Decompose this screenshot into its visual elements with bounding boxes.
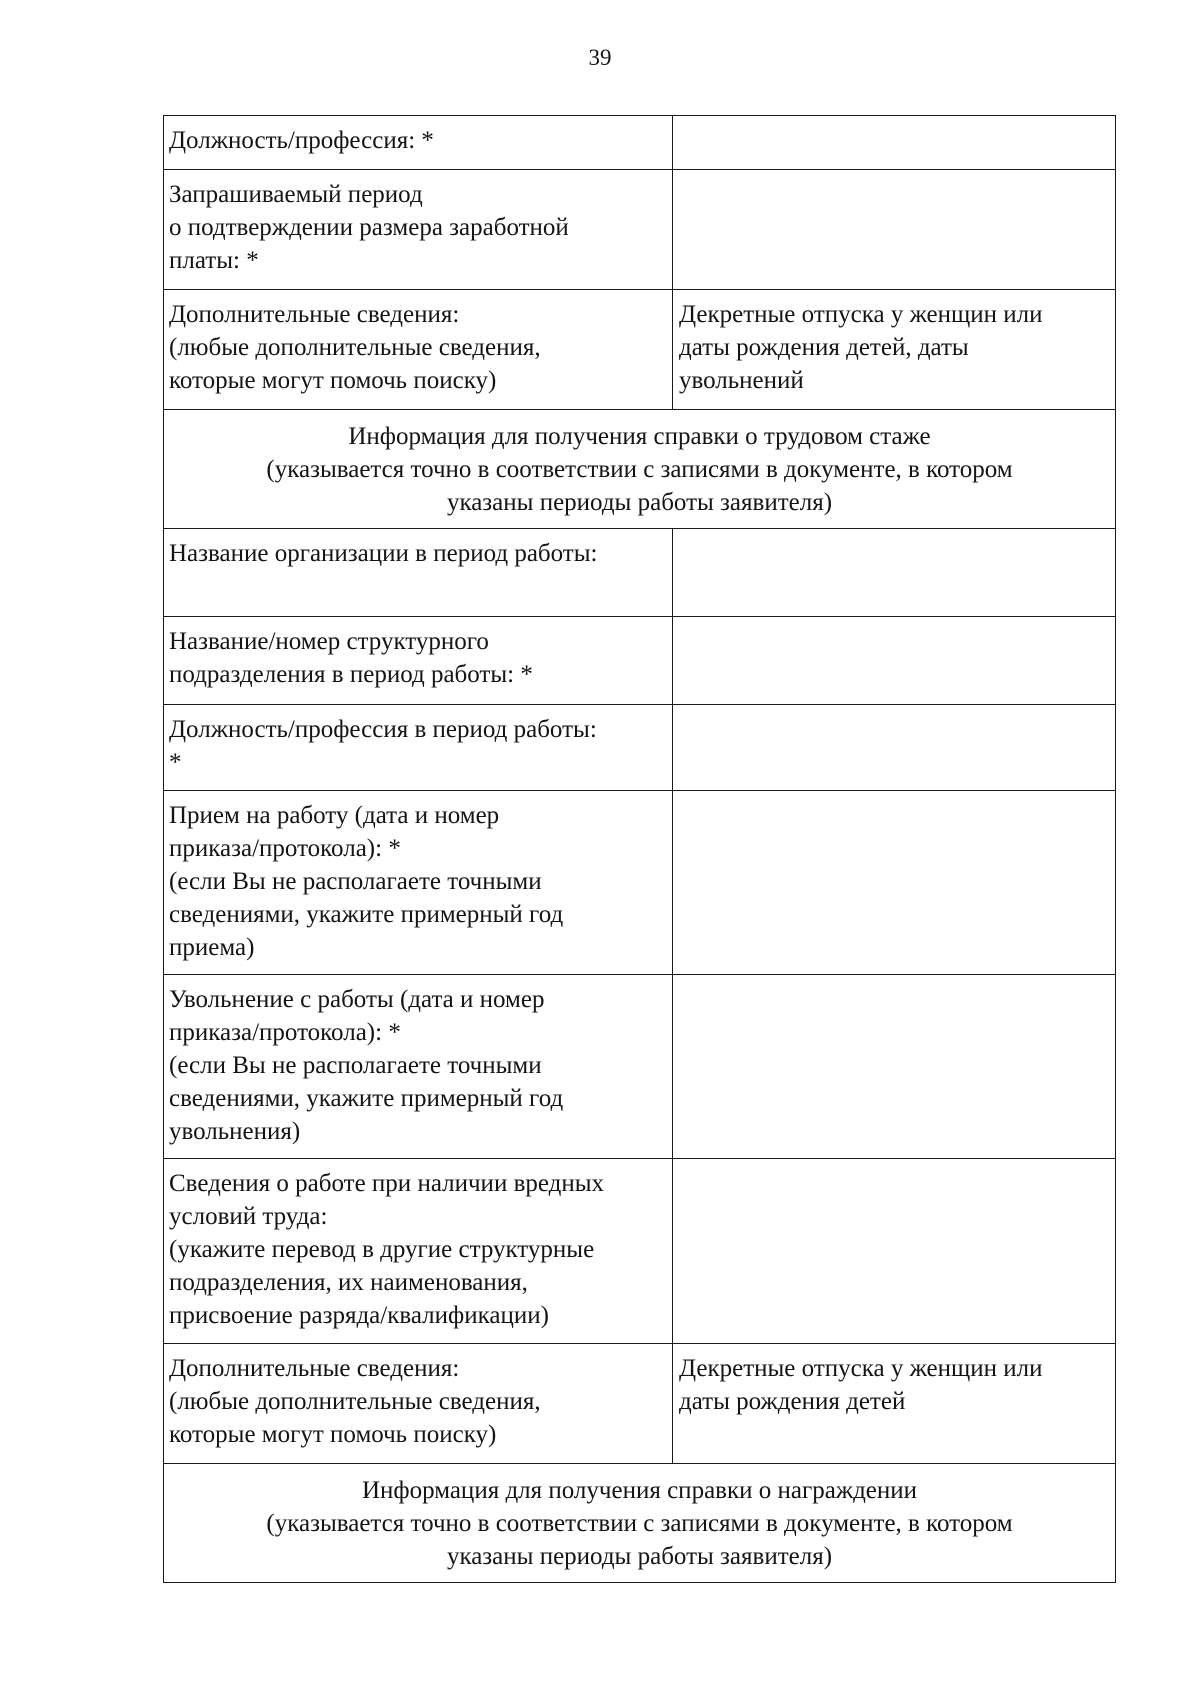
label-line: Должность/профессия: * <box>169 127 434 154</box>
label-line: подразделения, их наименования, <box>169 1269 528 1296</box>
value-additional-info-1[interactable] <box>673 290 1115 409</box>
row-position <box>164 116 1115 170</box>
row-salary-period <box>164 170 1115 290</box>
page-number: 39 <box>588 45 612 70</box>
label-line: * <box>169 749 182 776</box>
value-line: даты рождения детей, даты <box>679 334 969 361</box>
label-line: условий труда: <box>169 1203 328 1230</box>
label-line: платы: * <box>169 247 259 274</box>
label-line: о подтверждении размера заработной <box>169 214 569 241</box>
row-additional-info-1 <box>164 290 1115 410</box>
label-line: сведениями, укажите примерный год <box>169 901 564 928</box>
section-header-line: Информация для получения справки о награждении <box>361 1477 918 1504</box>
value-department[interactable] <box>673 617 1115 704</box>
value-position[interactable] <box>673 116 1115 169</box>
label-org-name <box>164 529 673 616</box>
label-harmful-conditions <box>164 1159 673 1343</box>
value-additional-info-2[interactable] <box>673 1344 1115 1463</box>
label-line: присвоение разряда/квалификации) <box>169 1302 549 1329</box>
label-line: Прием на работу (дата и номер <box>169 802 500 829</box>
row-org-name <box>164 529 1115 617</box>
label-line: Название организации в период работы: <box>169 540 598 567</box>
label-line: приказа/протокола): * <box>169 1019 401 1046</box>
label-line: подразделения в период работы: * <box>169 661 533 688</box>
section-header-award <box>164 1464 1115 1582</box>
value-line: увольнений <box>679 367 804 394</box>
value-line: Декретные отпуска у женщин или <box>679 1355 1043 1382</box>
label-line: (укажите перевод в другие структурные <box>169 1236 595 1263</box>
value-harmful-conditions[interactable] <box>673 1159 1115 1343</box>
label-line: сведениями, укажите примерный год <box>169 1085 564 1112</box>
section-header-line: Информация для получения справки о трудовом стаже <box>348 423 931 450</box>
value-position-period[interactable] <box>673 705 1115 790</box>
label-dismissal <box>164 975 673 1158</box>
label-line: Дополнительные сведения: <box>169 1355 460 1382</box>
label-line: Запрашиваемый период <box>169 181 423 208</box>
row-position-period <box>164 705 1115 791</box>
value-salary-period[interactable] <box>673 170 1115 289</box>
section-header-line: (указывается точно в соответствии с записями в документе, в котором <box>266 1510 1013 1537</box>
label-additional-info-2 <box>164 1344 673 1463</box>
section-header-line: указаны периоды работы заявителя) <box>446 489 833 516</box>
label-line: Название/номер структурного <box>169 628 489 655</box>
section-header-seniority <box>164 410 1115 529</box>
label-line: (если Вы не располагаете точными <box>169 868 542 895</box>
label-position <box>164 116 673 169</box>
label-line: которые могут помочь поиску) <box>169 1421 497 1448</box>
value-line: Декретные отпуска у женщин или <box>679 301 1043 328</box>
row-hiring <box>164 791 1115 975</box>
section-header-line: указаны периоды работы заявителя) <box>446 1543 833 1570</box>
label-line: приема) <box>169 934 255 961</box>
value-hiring[interactable] <box>673 791 1115 974</box>
label-position-period <box>164 705 673 790</box>
value-line: даты рождения детей <box>679 1388 906 1415</box>
value-dismissal[interactable] <box>673 975 1115 1158</box>
label-line: которые могут помочь поиску) <box>169 367 497 394</box>
label-line: (любые дополнительные сведения, <box>169 334 541 361</box>
label-additional-info-1 <box>164 290 673 409</box>
label-line: Дополнительные сведения: <box>169 301 460 328</box>
section-header-line: (указывается точно в соответствии с записями в документе, в котором <box>266 456 1013 483</box>
row-dismissal <box>164 975 1115 1159</box>
label-line: (любые дополнительные сведения, <box>169 1388 541 1415</box>
row-harmful-conditions <box>164 1159 1115 1344</box>
label-department <box>164 617 673 704</box>
application-form-table <box>163 115 1116 1583</box>
value-org-name[interactable] <box>673 529 1115 616</box>
label-line: (если Вы не располагаете точными <box>169 1052 542 1079</box>
label-hiring <box>164 791 673 974</box>
label-salary-period <box>164 170 673 289</box>
label-line: Сведения о работе при наличии вредных <box>169 1170 605 1197</box>
label-line: приказа/протокола): * <box>169 835 401 862</box>
label-line: Должность/профессия в период работы: <box>169 716 597 743</box>
label-line: увольнения) <box>169 1118 301 1145</box>
row-department <box>164 617 1115 705</box>
row-additional-info-2 <box>164 1344 1115 1464</box>
label-line: Увольнение с работы (дата и номер <box>169 986 545 1013</box>
